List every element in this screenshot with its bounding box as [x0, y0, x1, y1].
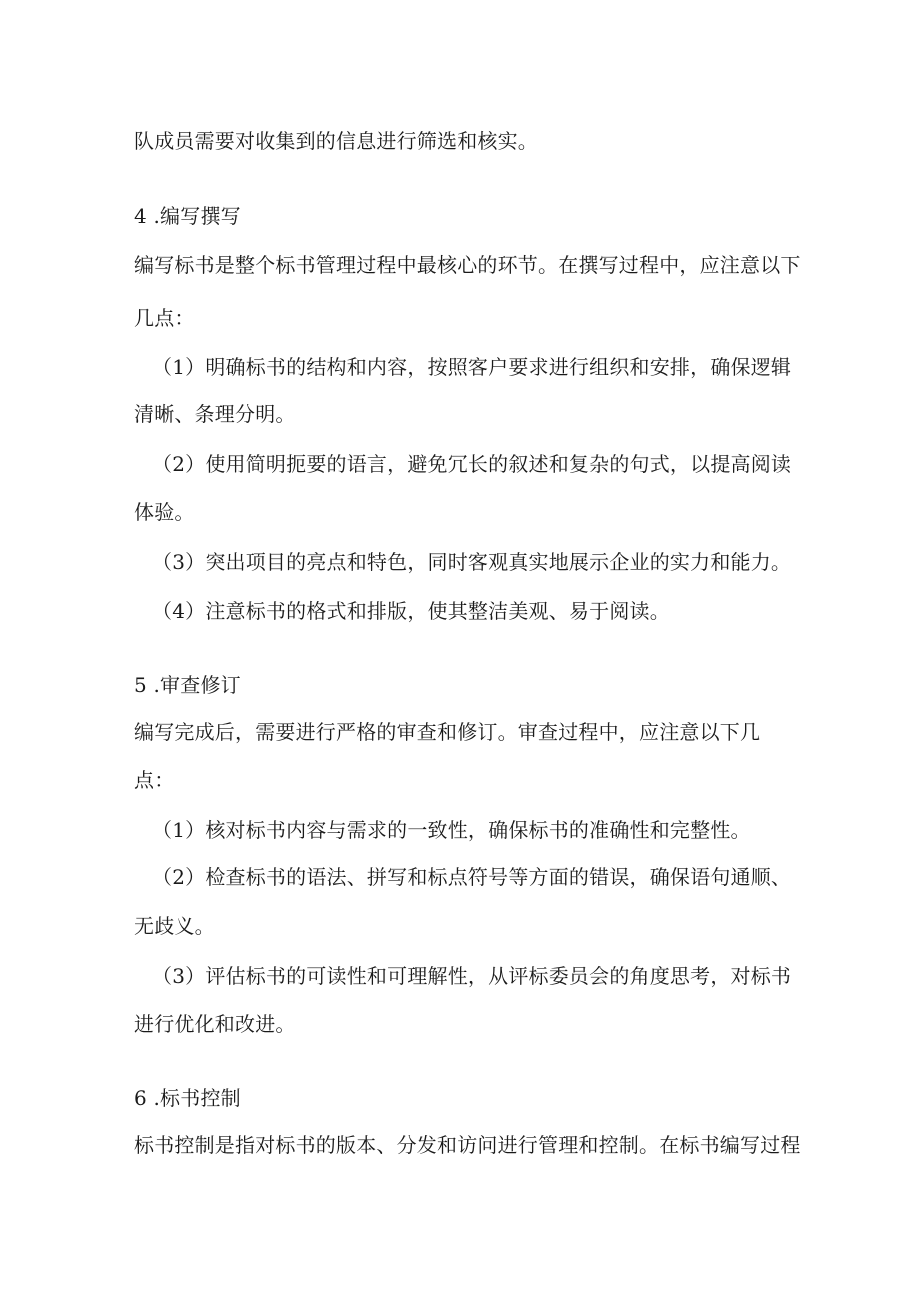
- list-item: （1）明确标书的结构和内容，按照客户要求进行组织和安排，确保逻辑: [152, 355, 792, 379]
- paragraph-line: 无歧义。: [134, 914, 215, 938]
- paragraph-line: 清晰、条理分明。: [134, 402, 296, 426]
- list-item: （4）注意标书的格式和排版，使其整洁美观、易于阅读。: [152, 599, 670, 623]
- list-item: （2）检查标书的语法、拼写和标点符号等方面的错误，确保语句通顺、: [152, 865, 792, 889]
- paragraph-line: 点：: [134, 768, 175, 792]
- paragraph-line: 标书控制是指对标书的版本、分发和访问进行管理和控制。在标书编写过程: [134, 1133, 801, 1157]
- section-heading: 5 .审查修订: [134, 673, 241, 697]
- paragraph-line: 编写完成后，需要进行严格的审查和修订。审查过程中，应注意以下几: [134, 720, 761, 744]
- list-item: （2）使用简明扼要的语言，避免冗长的叙述和复杂的句式，以提高阅读: [152, 452, 792, 476]
- paragraph-line: 体验。: [134, 500, 195, 524]
- list-item: （1）核对标书内容与需求的一致性，确保标书的准确性和完整性。: [152, 818, 751, 842]
- paragraph-line: 几点：: [134, 306, 195, 330]
- section-heading: 4 .编写撰写: [134, 204, 241, 228]
- list-item: （3）突出项目的亮点和特色，同时客观真实地展示企业的实力和能力。: [152, 550, 792, 574]
- paragraph-line: 进行优化和改进。: [134, 1012, 296, 1036]
- list-item: （3）评估标书的可读性和可理解性，从评标委员会的角度思考，对标书: [152, 964, 792, 988]
- paragraph-line: 队成员需要对收集到的信息进行筛选和核实。: [134, 129, 538, 153]
- section-heading: 6 .标书控制: [134, 1086, 241, 1110]
- paragraph-line: 编写标书是整个标书管理过程中最核心的环节。在撰写过程中，应注意以下: [134, 253, 801, 277]
